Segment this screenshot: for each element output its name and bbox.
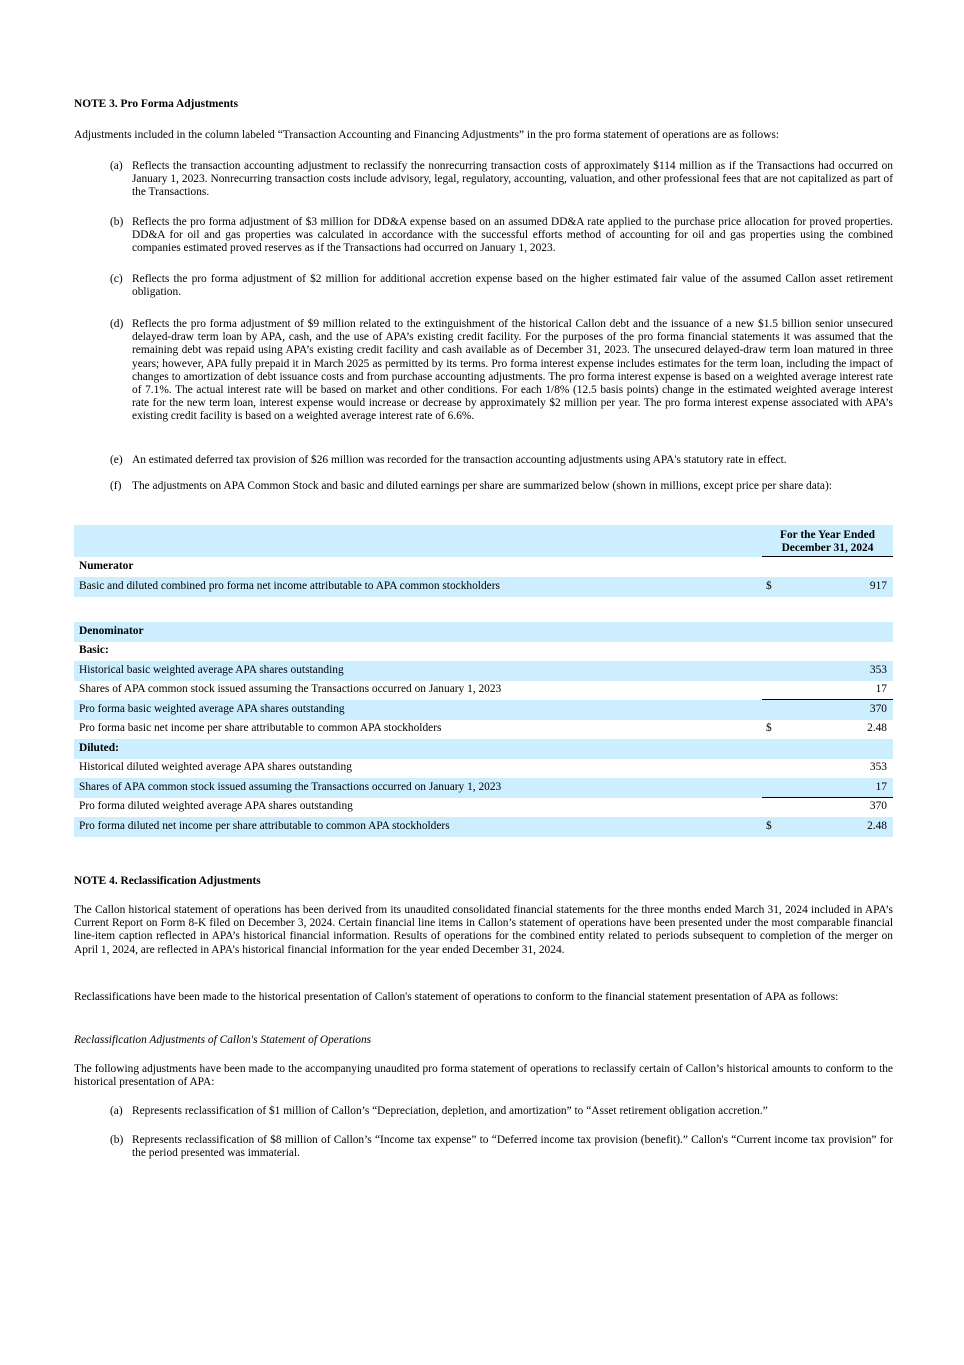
row-currency: $ <box>766 722 772 734</box>
note3-heading: NOTE 3. Pro Forma Adjustments <box>74 98 239 110</box>
row-label: Numerator <box>79 560 134 572</box>
column-header-line2: December 31, 2024 <box>781 542 874 554</box>
item-label: (b) <box>110 1134 124 1146</box>
row-currency: $ <box>766 820 772 832</box>
table-row <box>74 797 893 817</box>
row-value: 353 <box>869 761 887 773</box>
table-row <box>74 680 893 700</box>
table-row <box>74 577 893 597</box>
row-label: Basic: <box>79 644 109 656</box>
note3-item-a <box>110 160 893 200</box>
row-label: Basic and diluted combined pro forma net income attributable to APA common stockholders <box>79 580 500 592</box>
item-text: Reflects the pro forma adjustment of $3 million for DD&A expense based on an assumed DD&A rate applied to the purchase price allocation for proved properties. DD&A for oil and gas properties was calculated in accordance with the successful efforts method of accounting for oil and gas properties using the combined companies estimated proved reserves as if the Transactions had occurred on January 1, 2023. <box>132 216 893 255</box>
table-header <box>74 525 893 557</box>
note3-item-e <box>110 454 893 467</box>
row-label: Pro forma diluted weighted average APA shares outstanding <box>79 800 353 812</box>
row-value: 17 <box>875 781 887 793</box>
row-label: Historical basic weighted average APA shares outstanding <box>79 664 344 676</box>
note4-item-a <box>110 1105 893 1118</box>
row-currency: $ <box>766 580 772 592</box>
item-text: Reflects the transaction accounting adjustment to reclassify the nonrecurring transaction costs of approximately $114 million as if the Transactions had occurred on January 1, 2023. Nonrecurring transaction costs include advisory, legal, regulatory, accounting, valuation, and other professional fees that are not capitalized as part of the Transactions. <box>132 160 893 199</box>
table-row <box>74 700 893 720</box>
row-value: 353 <box>869 664 887 676</box>
row-value: 917 <box>869 580 887 592</box>
row-value: 370 <box>869 800 887 812</box>
item-label: (f) <box>110 480 122 492</box>
table-row <box>74 719 893 739</box>
row-label: Pro forma basic weighted average APA shares outstanding <box>79 703 345 715</box>
row-value: 370 <box>869 703 887 715</box>
column-header <box>762 529 893 555</box>
note4-paragraph-2: Reclassifications have been made to the historical presentation of Callon's statement of operations to conform to the financial statement presentation of APA as follows: <box>74 991 839 1003</box>
note4-subheading: Reclassification Adjustments of Callon's Statement of Operations <box>74 1034 372 1046</box>
table-row <box>74 641 893 661</box>
item-text: The adjustments on APA Common Stock and basic and diluted earnings per share are summarized below (shown in millions, except price per share data): <box>132 480 832 492</box>
row-value: 17 <box>875 683 887 695</box>
table-row <box>74 557 893 577</box>
row-value: 2.48 <box>867 722 887 734</box>
row-label: Diluted: <box>79 742 119 754</box>
row-label: Shares of APA common stock issued assuming the Transactions occurred on January 1, 2023 <box>79 781 502 793</box>
item-label: (c) <box>110 273 123 285</box>
item-text: Represents reclassification of $1 million of Callon’s “Depreciation, depletion, and amortization” to “Asset retirement obligation accretion.” <box>132 1105 768 1117</box>
row-label: Denominator <box>79 625 144 637</box>
table-row <box>74 622 893 642</box>
note3-item-d <box>110 318 893 424</box>
note4-paragraph-1: The Callon historical statement of operations has been derived from its unaudited consolidated financial statements for the three months ended March 31, 2024 included in APA’s Current Report on Form 8-K filed on December 3, 2024. Certain financial line items in Callon’s statement of operations have been presented under the most comparable financial line-item caption reflected in APA’s historical financial information. Results of operations for the combined entity related to periods subsequent to completion of the merger on April 1, 2024, are reflected in APA’s historical financial information for the year ended December 31, 2024. <box>74 904 893 956</box>
item-text: An estimated deferred tax provision of $26 million was recorded for the transaction accounting adjustments using APA's statutory rate in effect. <box>132 454 787 466</box>
row-value: 2.48 <box>867 820 887 832</box>
note3-item-f <box>110 480 893 493</box>
note4-heading: NOTE 4. Reclassification Adjustments <box>74 875 261 887</box>
row-label: Pro forma diluted net income per share attributable to common APA stockholders <box>79 820 450 832</box>
item-label: (a) <box>110 160 123 172</box>
row-label: Historical diluted weighted average APA shares outstanding <box>79 761 352 773</box>
item-text: Reflects the pro forma adjustment of $9 million related to the extinguishment of the historical Callon debt and the issuance of a new $1.5 billion senior unsecured delayed-draw term loan by APA, cash, and the use of APA’s existing credit facility. For the purposes of the pro forma financial statements it was assumed that the remaining debt was repaid using APA’s existing credit facility and cash available as of December 31, 2023. The unsecured delayed-draw term loan matured in three years; however, APA fully prepaid it in March 2025 as permitted by its terms. Pro forma interest expense includes estimates for the term loan, including the impact of changes to amortization of debt issuance costs and from purchase accounting adjustments. The pro forma interest expense is based on a weighted average interest rate of 7.1%. The actual interest rate will be based on market and other conditions. For each 1/8% (12.5 basis points) change in the estimated weighted average interest rate for the new term loan, interest expense would increase or decrease by approximately $2 million per year. The pro forma interest expense associated with APA’s existing credit facility is based on a weighted average interest rate of 6.6%. <box>132 318 893 423</box>
item-text: Reflects the pro forma adjustment of $2 million for additional accretion expense based on the higher estimated fair value of the assumed Callon asset retirement obligation. <box>132 273 893 299</box>
item-text: Represents reclassification of $8 million of Callon’s “Income tax expense” to “Deferred income tax provision (benefit).” Callon's “Current income tax provision” for the period presented was immaterial. <box>132 1134 893 1160</box>
table-row <box>74 758 893 778</box>
item-label: (b) <box>110 216 124 228</box>
column-header-line1: For the Year Ended <box>779 529 876 541</box>
item-label: (e) <box>110 454 123 466</box>
note4-item-b <box>110 1134 893 1160</box>
row-label: Shares of APA common stock issued assuming the Transactions occurred on January 1, 2023 <box>79 683 502 695</box>
row-label: Pro forma basic net income per share attributable to common APA stockholders <box>79 722 442 734</box>
note3-item-b <box>110 216 893 256</box>
note3-item-c <box>110 273 893 299</box>
note4-paragraph-3: The following adjustments have been made to the accompanying unaudited pro forma statement of operations to reclassify certain of Callon’s historical amounts to conform to the historical presentation of APA: <box>74 1063 893 1089</box>
note3-intro: Adjustments included in the column labeled “Transaction Accounting and Financing Adjustments” in the pro forma statement of operations are as follows: <box>74 129 780 141</box>
table-row <box>74 817 893 837</box>
item-label: (a) <box>110 1105 123 1117</box>
item-label: (d) <box>110 318 124 330</box>
table-row <box>74 739 893 759</box>
table-row <box>74 778 893 798</box>
table-row <box>74 661 893 681</box>
